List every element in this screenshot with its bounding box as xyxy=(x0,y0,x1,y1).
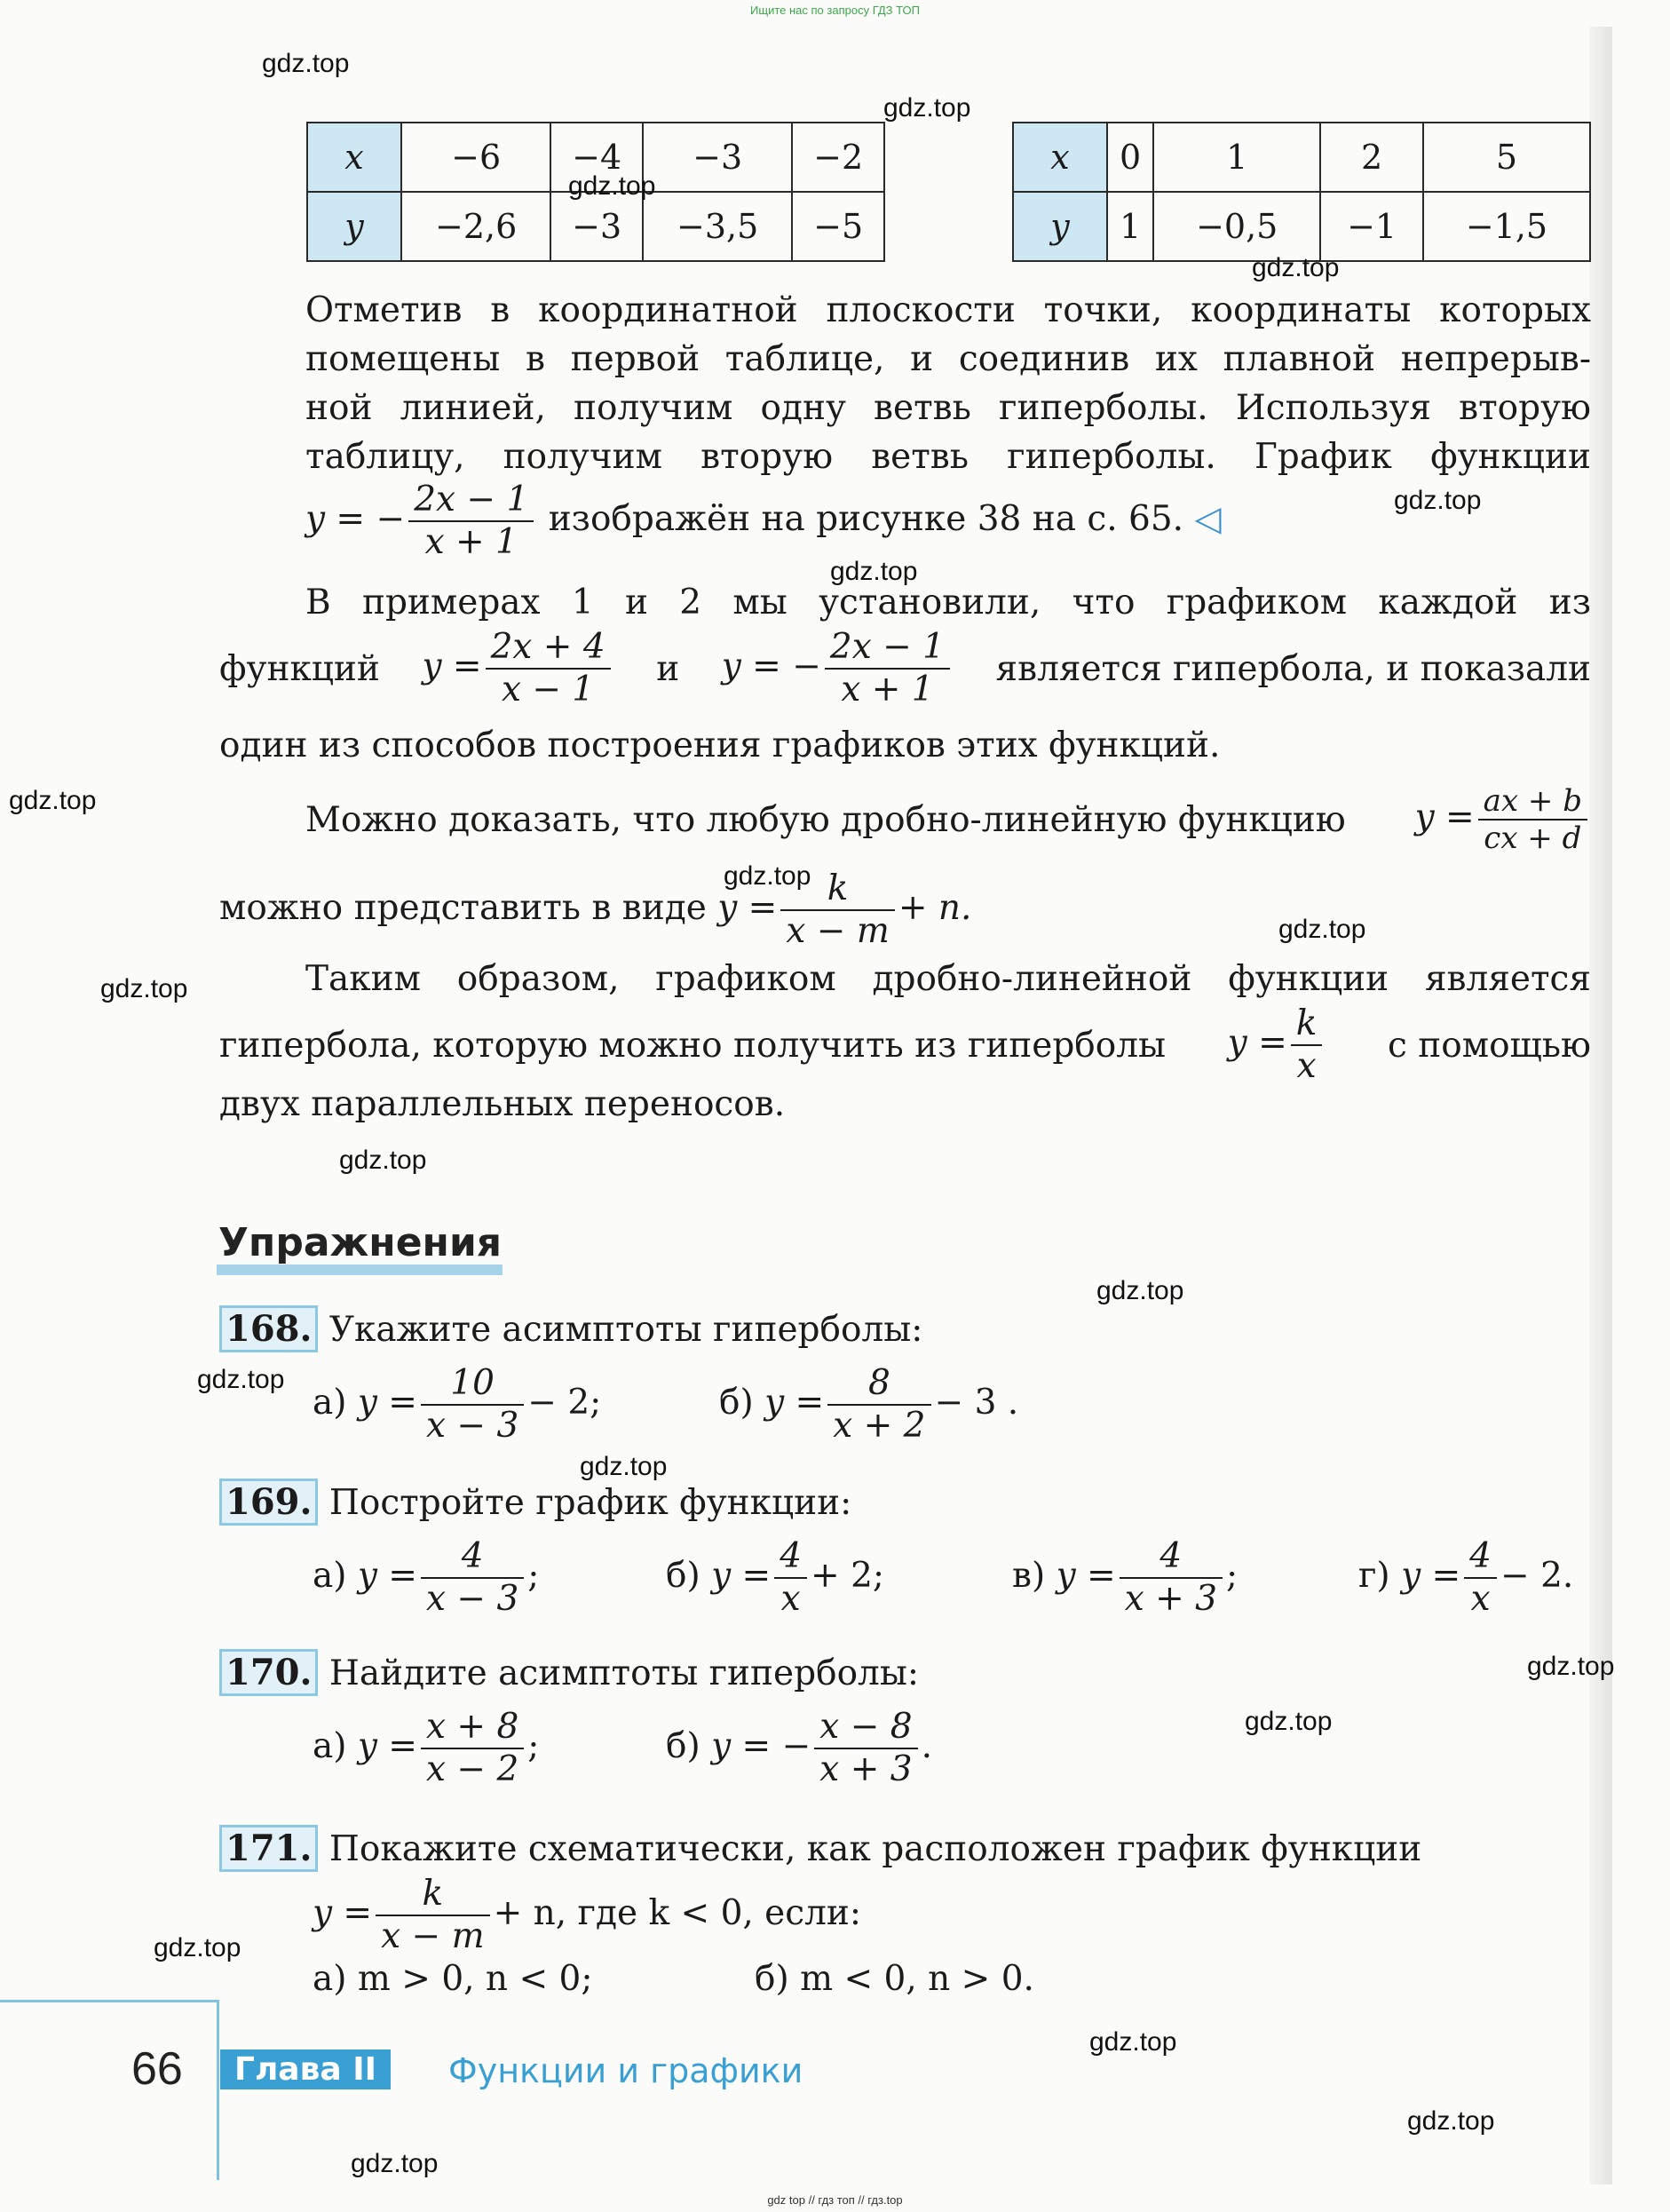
table-cell: −4 xyxy=(550,123,643,192)
fraction-denominator: x − 1 xyxy=(501,670,595,710)
fraction xyxy=(1291,1003,1323,1087)
formula-line xyxy=(219,627,1591,710)
table-cell: −3 xyxy=(643,123,792,192)
fraction-numerator: 4 xyxy=(421,1536,524,1579)
formula-y: y = xyxy=(422,646,482,686)
item-label: б) xyxy=(666,1556,700,1596)
watermark-text: gdz.top xyxy=(9,786,97,815)
bottom-watermark-note: gdz top // гдз топ // гдз.top xyxy=(767,2193,903,2207)
fraction-numerator: 8 xyxy=(827,1363,930,1406)
fraction-denominator: x − 2 xyxy=(425,1749,519,1789)
paragraph-text: и xyxy=(656,648,680,689)
watermark-text: gdz.top xyxy=(568,171,656,201)
fraction xyxy=(814,1707,917,1790)
item-label: в) xyxy=(1012,1556,1046,1596)
formula-y: y = xyxy=(717,888,778,928)
fraction xyxy=(421,1536,524,1620)
formula-tail: . xyxy=(921,1726,932,1766)
formula-y: y = xyxy=(357,1383,417,1423)
exercise-170-item-a xyxy=(313,1707,539,1790)
paragraph-line: Таким образом, графиком дробно-линейной функции является xyxy=(305,959,1591,999)
chapter-label: Глава II xyxy=(220,2049,391,2089)
watermark-text: gdz.top xyxy=(1407,2106,1495,2136)
fraction-denominator: x xyxy=(1470,1579,1491,1619)
exercise-169-title xyxy=(219,1483,851,1523)
exercise-168-title xyxy=(219,1310,922,1350)
watermark-text: gdz.top xyxy=(1252,253,1340,282)
paragraph-text: можно представить в виде xyxy=(219,888,707,928)
fraction-numerator: 4 xyxy=(774,1536,807,1579)
paragraph-line: помещены в первой таблице, и соединив их плавной непрерыв- xyxy=(305,339,1591,379)
paragraph-line: один из способов построения графиков этих функций. xyxy=(219,725,1221,765)
table-cell: −3,5 xyxy=(643,192,792,261)
formula-y: y = xyxy=(1414,797,1475,837)
values-table-right xyxy=(1012,122,1591,262)
chapter-title: Функции и графики xyxy=(448,2051,803,2090)
exercise-170-item-b xyxy=(666,1707,932,1790)
exercise-169-item-c xyxy=(1012,1536,1238,1620)
paragraph-text: гипербола, которую можно получить из гиперболы xyxy=(219,1025,1167,1066)
formula-y: y = − xyxy=(711,1726,811,1766)
formula-line xyxy=(219,868,971,952)
formula-y: y = xyxy=(1401,1556,1461,1596)
table-cell: 1 xyxy=(1153,123,1320,192)
exercise-text: Найдите асимптоты гиперболы: xyxy=(328,1653,920,1693)
table-cell: −1,5 xyxy=(1423,192,1590,261)
fraction xyxy=(408,480,534,563)
paragraph-text: с помощью xyxy=(1388,1025,1591,1066)
formula-tail: + n, где k < 0, если: xyxy=(493,1893,862,1933)
fraction xyxy=(774,1536,807,1620)
paragraph-text: функций xyxy=(219,648,380,689)
watermark-text: gdz.top xyxy=(339,1146,427,1175)
fraction-denominator: x + 3 xyxy=(1124,1579,1217,1619)
fraction-denominator: x − m xyxy=(786,911,890,951)
watermark-text: gdz.top xyxy=(883,93,971,123)
fraction-denominator: x + 3 xyxy=(819,1749,913,1789)
table-cell: −6 xyxy=(401,123,550,192)
formula-tail: ; xyxy=(1225,1556,1239,1596)
paragraph-text: Можно доказать, что любую дробно-линейную функцию xyxy=(305,799,1346,840)
watermark-text: gdz.top xyxy=(154,1933,241,1962)
top-search-note: Ищите нас по запросу ГДЗ ТОП xyxy=(750,4,920,17)
table-cell: −2,6 xyxy=(401,192,550,261)
paragraph-line: ной линией, получим одну ветвь гиперболы. Используя вторую xyxy=(305,388,1591,428)
exercise-171-title xyxy=(219,1829,1421,1869)
watermark-text: gdz.top xyxy=(1278,915,1366,944)
exercise-number: 170. xyxy=(219,1649,318,1696)
paragraph-line: Отметив в координатной плоскости точки, координаты которых xyxy=(305,290,1591,330)
fraction-denominator: x + 1 xyxy=(424,522,518,562)
table-row xyxy=(1013,123,1590,192)
item-label: а) xyxy=(313,1726,347,1766)
exercise-171-item-a: а) m > 0, n < 0; xyxy=(313,1959,593,1999)
formula-y: y = xyxy=(711,1556,772,1596)
fraction xyxy=(1464,1536,1497,1620)
watermark-text: gdz.top xyxy=(100,974,188,1003)
fraction-numerator: x − 8 xyxy=(814,1707,917,1749)
fraction-denominator: x − 3 xyxy=(425,1406,519,1446)
table-header-x: x xyxy=(1013,123,1107,192)
formula-y: y = xyxy=(1056,1556,1116,1596)
fraction xyxy=(421,1363,524,1447)
fraction xyxy=(1478,783,1587,856)
exercise-169-item-a xyxy=(313,1536,539,1620)
formula-line xyxy=(305,480,1221,563)
exercise-number: 168. xyxy=(219,1305,318,1352)
fraction-numerator: k xyxy=(780,868,894,911)
exercise-171-item-b: б) m < 0, n > 0. xyxy=(755,1959,1034,1999)
watermark-text: gdz.top xyxy=(724,861,811,891)
exercise-number: 169. xyxy=(219,1479,318,1526)
fraction-numerator: k xyxy=(376,1874,489,1916)
fraction xyxy=(825,627,950,710)
table-row xyxy=(1013,192,1590,261)
table-row xyxy=(307,192,884,261)
formula-y: y = xyxy=(357,1556,417,1596)
table-header-x: x xyxy=(307,123,401,192)
formula-y: y = xyxy=(1227,1023,1287,1063)
table-cell: 0 xyxy=(1107,123,1153,192)
fraction-denominator: x − m xyxy=(381,1916,485,1956)
formula-y: y = − xyxy=(721,646,821,686)
formula-y: y = − xyxy=(305,499,406,539)
page-edge-shadow xyxy=(1589,27,1612,2184)
table-cell: −0,5 xyxy=(1153,192,1320,261)
formula-tail: + n. xyxy=(898,888,972,928)
table-cell: −5 xyxy=(792,192,884,261)
fraction-denominator: x xyxy=(780,1579,801,1619)
table-cell: 1 xyxy=(1107,192,1153,261)
formula-y: y = xyxy=(357,1726,417,1766)
fraction-denominator: cx + d xyxy=(1484,821,1582,856)
watermark-text: gdz.top xyxy=(1394,486,1482,515)
heading-underline xyxy=(217,1265,503,1275)
watermark-text: gdz.top xyxy=(1245,1707,1333,1736)
table-cell: −3 xyxy=(550,192,643,261)
footer-rule-vertical xyxy=(217,2002,219,2180)
fraction-denominator: x + 1 xyxy=(841,670,934,710)
table-cell: −2 xyxy=(792,123,884,192)
watermark-text: gdz.top xyxy=(580,1452,668,1481)
formula-tail: ; xyxy=(527,1726,540,1766)
table-cell: −1 xyxy=(1320,192,1423,261)
fraction xyxy=(827,1363,930,1447)
exercise-text: Покажите схематически, как расположен график функции xyxy=(328,1829,1422,1869)
item-label: г) xyxy=(1358,1556,1390,1596)
table-cell: 2 xyxy=(1320,123,1423,192)
fraction-numerator: ax + b xyxy=(1478,783,1587,821)
fraction-numerator: 2x + 4 xyxy=(486,627,611,670)
formula-line xyxy=(305,783,1591,856)
paragraph-text: изображён на рисунке 38 на с. 65. xyxy=(548,499,1184,539)
watermark-text: gdz.top xyxy=(262,49,350,78)
formula-tail: − 2. xyxy=(1500,1556,1574,1596)
paragraph-line: таблицу, получим вторую ветвь гиперболы. График функции xyxy=(305,437,1591,477)
formula-y: y = xyxy=(313,1893,373,1933)
fraction-numerator: k xyxy=(1291,1003,1323,1046)
exercise-text: Постройте график функции: xyxy=(328,1483,852,1523)
formula-y: y = xyxy=(764,1383,825,1423)
item-label: б) xyxy=(666,1726,700,1766)
formula-tail: − 2; xyxy=(527,1383,602,1423)
fraction-denominator: x + 2 xyxy=(833,1406,926,1446)
formula-tail: + 2; xyxy=(811,1556,885,1596)
fraction-denominator: x xyxy=(1296,1046,1317,1086)
exercise-168-item-a xyxy=(313,1363,601,1447)
exercise-171-formula xyxy=(313,1874,861,1957)
back-triangle-icon: ◁ xyxy=(1194,499,1222,539)
paragraph-line: двух параллельных переносов. xyxy=(219,1084,786,1124)
fraction-numerator: 2x − 1 xyxy=(408,480,534,522)
table-cell: 5 xyxy=(1423,123,1590,192)
watermark-text: gdz.top xyxy=(1527,1652,1615,1681)
fraction xyxy=(376,1874,489,1957)
watermark-text: gdz.top xyxy=(197,1365,285,1394)
fraction-numerator: 4 xyxy=(1464,1536,1497,1579)
exercises-heading: Упражнения xyxy=(218,1220,503,1265)
fraction-denominator: x − 3 xyxy=(425,1579,519,1619)
fraction-numerator: 2x − 1 xyxy=(825,627,950,670)
watermark-text: gdz.top xyxy=(1096,1276,1184,1305)
table-header-y: y xyxy=(307,192,401,261)
page-number: 66 xyxy=(131,2043,183,2095)
fraction xyxy=(421,1707,524,1790)
fraction-numerator: 10 xyxy=(421,1363,524,1406)
exercise-168-item-b xyxy=(719,1363,1018,1447)
exercise-170-title xyxy=(219,1653,919,1693)
watermark-text: gdz.top xyxy=(351,2149,439,2178)
formula-tail: − 3 . xyxy=(934,1383,1019,1423)
paragraph-text: является гипербола, и показали xyxy=(995,648,1591,689)
footer-rule-horizontal xyxy=(0,2000,219,2002)
watermark-text: gdz.top xyxy=(830,557,918,586)
item-label: а) xyxy=(313,1383,347,1423)
exercise-text: Укажите асимптоты гиперболы: xyxy=(328,1310,923,1350)
item-label: а) xyxy=(313,1556,347,1596)
fraction-numerator: x + 8 xyxy=(421,1707,524,1749)
fraction xyxy=(1120,1536,1223,1620)
exercise-169-item-b xyxy=(666,1536,884,1620)
fraction xyxy=(486,627,611,710)
table-header-y: y xyxy=(1013,192,1107,261)
paragraph-line: В примерах 1 и 2 мы установили, что графиком каждой из xyxy=(305,583,1591,622)
formula-line xyxy=(219,1003,1591,1087)
exercise-number: 171. xyxy=(219,1825,318,1872)
watermark-text: gdz.top xyxy=(1089,2027,1177,2057)
fraction-numerator: 4 xyxy=(1120,1536,1223,1579)
item-label: б) xyxy=(719,1383,754,1423)
exercise-169-item-d xyxy=(1358,1536,1573,1620)
formula-tail: ; xyxy=(527,1556,540,1596)
